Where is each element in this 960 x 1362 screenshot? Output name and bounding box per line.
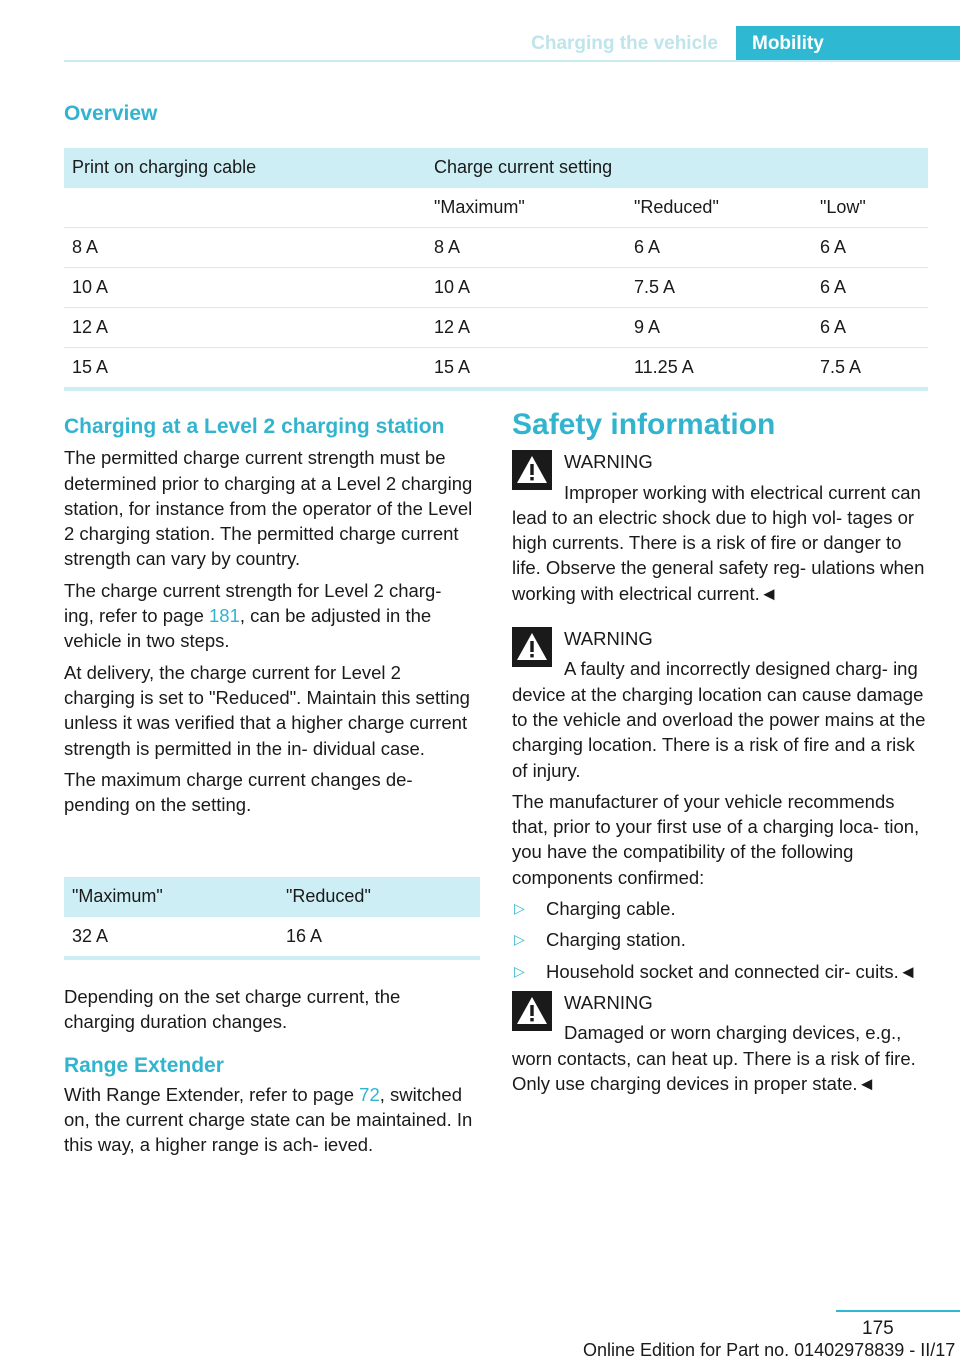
warning-block xyxy=(512,990,930,1096)
footer-edition: Online Edition for Part no. 01402978839 - II/17 xyxy=(583,1340,956,1360)
table-cell: 12 A xyxy=(64,308,426,348)
warning-label: WARNING xyxy=(564,628,653,650)
table-cell: 6 A xyxy=(626,228,812,268)
warning-text: A faulty and incorrectly designed charg‐ ing device at the charging location can cause damage to the vehicle and overload the power mains at the charging location. There is a risk of fire and a risk of injury. xyxy=(512,658,926,781)
text: , switched on, the current charge state can be maintained. In this way, a higher range is ach‐ ieved. xyxy=(64,1083,473,1156)
overview-subheader-row xyxy=(64,188,928,228)
right-column xyxy=(512,408,930,1096)
warning-icon xyxy=(512,627,552,667)
table-header-cell: "Reduced" xyxy=(278,877,480,917)
footer-rule xyxy=(836,1310,960,1312)
overview-heading: Overview xyxy=(64,102,158,125)
table-cell: 11.25 A xyxy=(626,348,812,390)
page-number: 175 xyxy=(862,1318,894,1339)
table-cell: 9 A xyxy=(626,308,812,348)
table-row xyxy=(64,308,928,348)
safety-heading: Safety information xyxy=(512,408,776,441)
level2-paragraph-4: The maximum charge current changes de‐ pending on the setting. xyxy=(64,768,413,816)
warning-label: WARNING xyxy=(564,991,653,1013)
table-cell: 10 A xyxy=(426,268,626,308)
warning-text: Damaged or worn charging devices, e.g., worn contacts, can heat up. There is a risk of fire. Only use charging devices in proper state.◄ xyxy=(512,1022,916,1094)
left-column xyxy=(64,414,476,823)
table-cell xyxy=(64,188,426,228)
table-header-cell: Print on charging cable xyxy=(64,148,426,188)
recommendation-paragraph: The manufacturer of your vehicle recommends that, prior to your first use of a charging loca‐ tion, you have the compatibility of the following components confirmed: xyxy=(512,790,920,888)
list-item-text: Household socket and connected cir‐ cuits.◄ xyxy=(546,960,918,982)
overview-table xyxy=(64,148,928,391)
table-cell: 12 A xyxy=(426,308,626,348)
warning-icon xyxy=(512,450,552,490)
table-cell: 6 A xyxy=(812,228,928,268)
range-extender-paragraph xyxy=(64,1082,476,1158)
warning-icon xyxy=(512,991,552,1031)
table-cell: 32 A xyxy=(64,917,278,959)
triangle-bullet-icon: ▷ xyxy=(514,962,525,979)
level2-paragraph-2 xyxy=(64,578,476,654)
table-cell: 10 A xyxy=(64,268,426,308)
warning-block xyxy=(512,626,930,783)
list-item-text: Charging cable. xyxy=(546,898,676,920)
page-link-72[interactable]: 72 xyxy=(359,1083,380,1105)
text: , can be adjusted in the vehicle in two steps. xyxy=(64,605,432,652)
table-cell: 7.5 A xyxy=(626,268,812,308)
table-row xyxy=(64,268,928,308)
warning-text: Improper working with electrical current can lead to an electric shock due to high vol‐ tages or high currents. There is a risk of fire or danger to life. Observe the general safety reg‐ ulations when working with electrical current.◄ xyxy=(512,481,925,604)
table-row xyxy=(64,348,928,390)
level2-paragraph-1: The permitted charge current strength must be determined prior to charging at a Level 2 charging station, for instance from the operator of the Level 2 charging station. The permitted charge current strength can vary by country. xyxy=(64,447,473,570)
table-cell: 15 A xyxy=(64,348,426,390)
left-column-lower xyxy=(64,984,476,1164)
page-link-181[interactable]: 181 xyxy=(209,605,240,627)
header-rule xyxy=(64,60,960,62)
table-cell: 16 A xyxy=(278,917,480,959)
triangle-bullet-icon: ▷ xyxy=(514,931,525,948)
level2-paragraph-3: At delivery, the charge current for Level 2 charging is set to "Reduced". Maintain this setting unless it was verified that a higher charge current strength is permitted in the in‐ dividual case. xyxy=(64,661,470,759)
table-cell: 8 A xyxy=(426,228,626,268)
list-item-text: Charging station. xyxy=(546,929,686,951)
range-extender-heading: Range Extender xyxy=(64,1053,224,1077)
text: With Range Extender, refer to page xyxy=(64,1083,360,1105)
list-item xyxy=(512,959,930,984)
table-cell: "Maximum" xyxy=(426,188,626,228)
header-section-title: Charging the vehicle xyxy=(531,33,718,54)
overview-header-row xyxy=(64,148,928,188)
table-cell: 15 A xyxy=(426,348,626,390)
table-row xyxy=(64,228,928,268)
text: The charge current strength for Level 2 charg‐ ing, refer to page xyxy=(64,579,442,627)
table-header-cell: "Maximum" xyxy=(64,877,278,917)
table-cell: 7.5 A xyxy=(812,348,928,390)
component-list xyxy=(512,896,930,984)
table-cell: 6 A xyxy=(812,268,928,308)
table-row xyxy=(64,917,480,959)
max-reduced-table xyxy=(64,877,480,960)
list-item xyxy=(512,927,930,952)
table-cell: "Low" xyxy=(812,188,928,228)
triangle-bullet-icon: ▷ xyxy=(514,900,525,917)
warning-block xyxy=(512,449,930,606)
level2-heading: Charging at a Level 2 charging station xyxy=(64,415,445,438)
list-item xyxy=(512,896,930,921)
table-cell: 6 A xyxy=(812,308,928,348)
header-chapter-tab: Mobility xyxy=(736,26,960,61)
table-cell: 8 A xyxy=(64,228,426,268)
duration-paragraph: Depending on the set charge current, the charging duration changes. xyxy=(64,986,401,1033)
table-header-row xyxy=(64,877,480,917)
table-header-cell: Charge current setting xyxy=(426,148,928,188)
table-cell: "Reduced" xyxy=(626,188,812,228)
warning-label: WARNING xyxy=(564,451,653,473)
